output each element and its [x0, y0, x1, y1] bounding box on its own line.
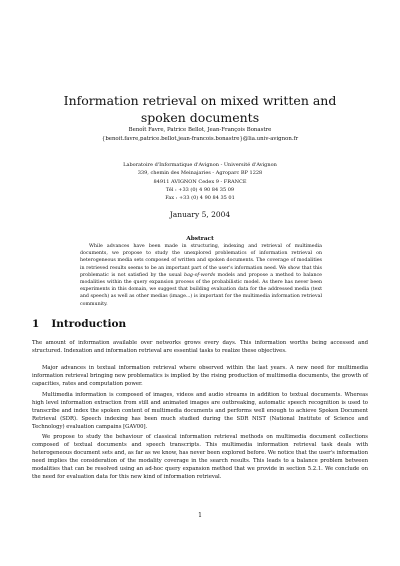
abstract-heading: Abstract: [186, 236, 214, 242]
page-number: 1: [198, 512, 202, 519]
paper-title: Information retrieval on mixed written and spoken documents: [63, 93, 337, 125]
affiliation-line: 84911 AVIGNON Cedex 9 - FRANCE: [153, 178, 247, 185]
paper-date: January 5, 2004: [169, 210, 231, 219]
section-heading: [32, 318, 126, 330]
author-emails: {benoit.favre,patrice.bellot,jean-francois.bonastre}@lia.univ-avignon.fr: [101, 136, 299, 142]
affiliation-line: Tél : +33 (0) 4 90 84 35 09: [165, 186, 235, 193]
author-names: Benoît Favre, Patrice Bellot, Jean-François Bonastre: [128, 127, 272, 133]
affiliation-block: [40, 161, 360, 202]
abstract-part: While advances have been made in structuring, indexing and retrieval of multimedia documents, we propose to study the unexplored problematics of information retrieval on heterogeneous media sets composed of written and spoken documents. The coverage of modalities in retrieved results seems to be an important part of the user's information need. We show that this problematic is not satisfied by the usual: [80, 244, 322, 278]
affiliation-line: 339, chemin des Meinajaries - Agroparc BP 1228: [137, 170, 263, 177]
body-paragraph: Major advances in textual information retrieval where observed within the last years. A new need for multimedia information retrieval bringing new problematics is implied by the rising production of multimedia documents, the growth of capacities, rates and computation power.: [32, 365, 368, 387]
abstract-part: models and propose a method to balance modalities within the query expansion process of the probabilistic model. As there has never been experiments in this domain, we suggest that building evaluation data for the addressed media (text and speech) as well as other medias (image...) is important for the multimedia information retrieval community.: [80, 272, 322, 307]
affiliation-line: Laboratoire d'Informatique d'Avignon - Université d'Avignon: [123, 162, 277, 168]
body-paragraph: We propose to study the behaviour of classical information retrieval methods on multimedia document collections composed of textual documents and speech transcripts. This multimedia information retrieval task deals with heterogeneous document sets and, as far as we know, has never been explored before. We notice that the user's information need implies the consideration of the modality coverage in the search results. This leads to a balance problem between modalities that can be resolved using an ad-hoc query expansion method that we provide in section 5.2.1. We conclude on the need for evaluation data for this new kind of information retrieval.: [32, 434, 368, 480]
body-paragraph: Multimedia information is composed of images, videos and audio streams in addition to textual documents. Whereas high level information extraction from still and animated images are outbreaking, automatic speech recognition is used to transcribe and index the spoken content of multimedia documents and performs well enough to achieve Spoken Document Retrieval (SDR). Speech indexing has been much studied during the SDR NIST (National Institute of Science and Technology) evaluation campains [GAV00].: [32, 392, 368, 430]
abstract-text: [80, 243, 322, 308]
author-block: [40, 126, 360, 144]
affiliation-line: Fax : +33 (0) 4 90 84 35 01: [165, 195, 235, 202]
section-number: 1: [32, 318, 40, 330]
abstract-italic-term: bag-of-words: [184, 272, 216, 278]
section-title: Introduction: [51, 318, 127, 330]
body-paragraph: The amount of information available over networks grows every days. This information worths being accessed and structured. Indexation and information retrieval are essential tasks to realize these objectives.: [32, 340, 368, 354]
